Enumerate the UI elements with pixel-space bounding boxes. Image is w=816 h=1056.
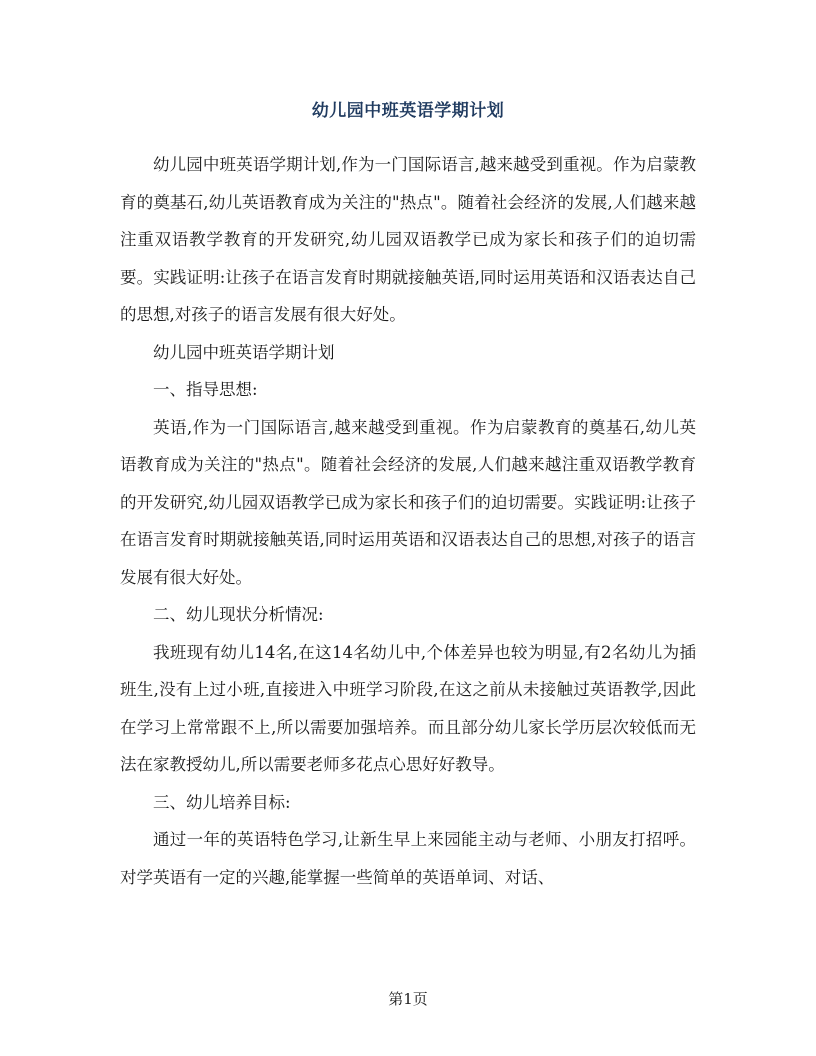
training-goals-paragraph: 通过一年的英语特色学习,让新生早上来园能主动与老师、小朋友打招呼。对学英语有一定的兴趣,能掌握一些简单的英语单词、对话、 xyxy=(120,830,696,887)
guiding-thought-paragraph: 英语,作为一门国际语言,越来越受到重视。作为启蒙教育的奠基石,幼儿英语教育成为关注的"热点"。随着社会经济的发展,人们越来越注重双语教学教育的开发研究,幼儿园双语教学已成为家长和孩子们的迫切需要。实践证明:让孩子在语言发育时期就接触英语,同时运用英语和汉语表达自己的思想,对孩子的语言发展有很大好处。 xyxy=(120,417,696,587)
status-analysis-paragraph: 我班现有幼儿14名,在这14名幼儿中,个体差异也较为明显,有2名幼儿为插班生,没有上过小班,直接进入中班学习阶段,在这之前从未接触过英语教学,因此在学习上常常跟不上,所以需要加强培养。而且部分幼儿家长学历层次较低而无法在家教授幼儿,所以需要老师多花点心思好好教导。 xyxy=(120,642,696,774)
document-title: 幼儿园中班英语学期计划 xyxy=(311,101,505,121)
section-heading-training-goals: 三、幼儿培养目标: xyxy=(153,792,291,812)
page-number: 第1页 xyxy=(388,990,428,1008)
intro-paragraph: 幼儿园中班英语学期计划,作为一门国际语言,越来越受到重视。作为启蒙教育的奠基石,幼儿英语教育成为关注的"热点"。随着社会经济的发展,人们越来越注重双语教学教育的开发研究,幼儿园双语教学已成为家长和孩子们的迫切需要。实践证明:让孩子在语言发育时期就接触英语,同时运用英语和汉语表达自己的思想,对孩子的语言发展有很大好处。 xyxy=(120,155,696,324)
section-heading-status-analysis: 二、幼儿现状分析情况: xyxy=(153,605,324,624)
subtitle-line: 幼儿园中班英语学期计划 xyxy=(153,342,335,362)
document-body xyxy=(120,146,696,896)
section-heading-guiding-thought: 一、指导思想: xyxy=(153,380,258,399)
